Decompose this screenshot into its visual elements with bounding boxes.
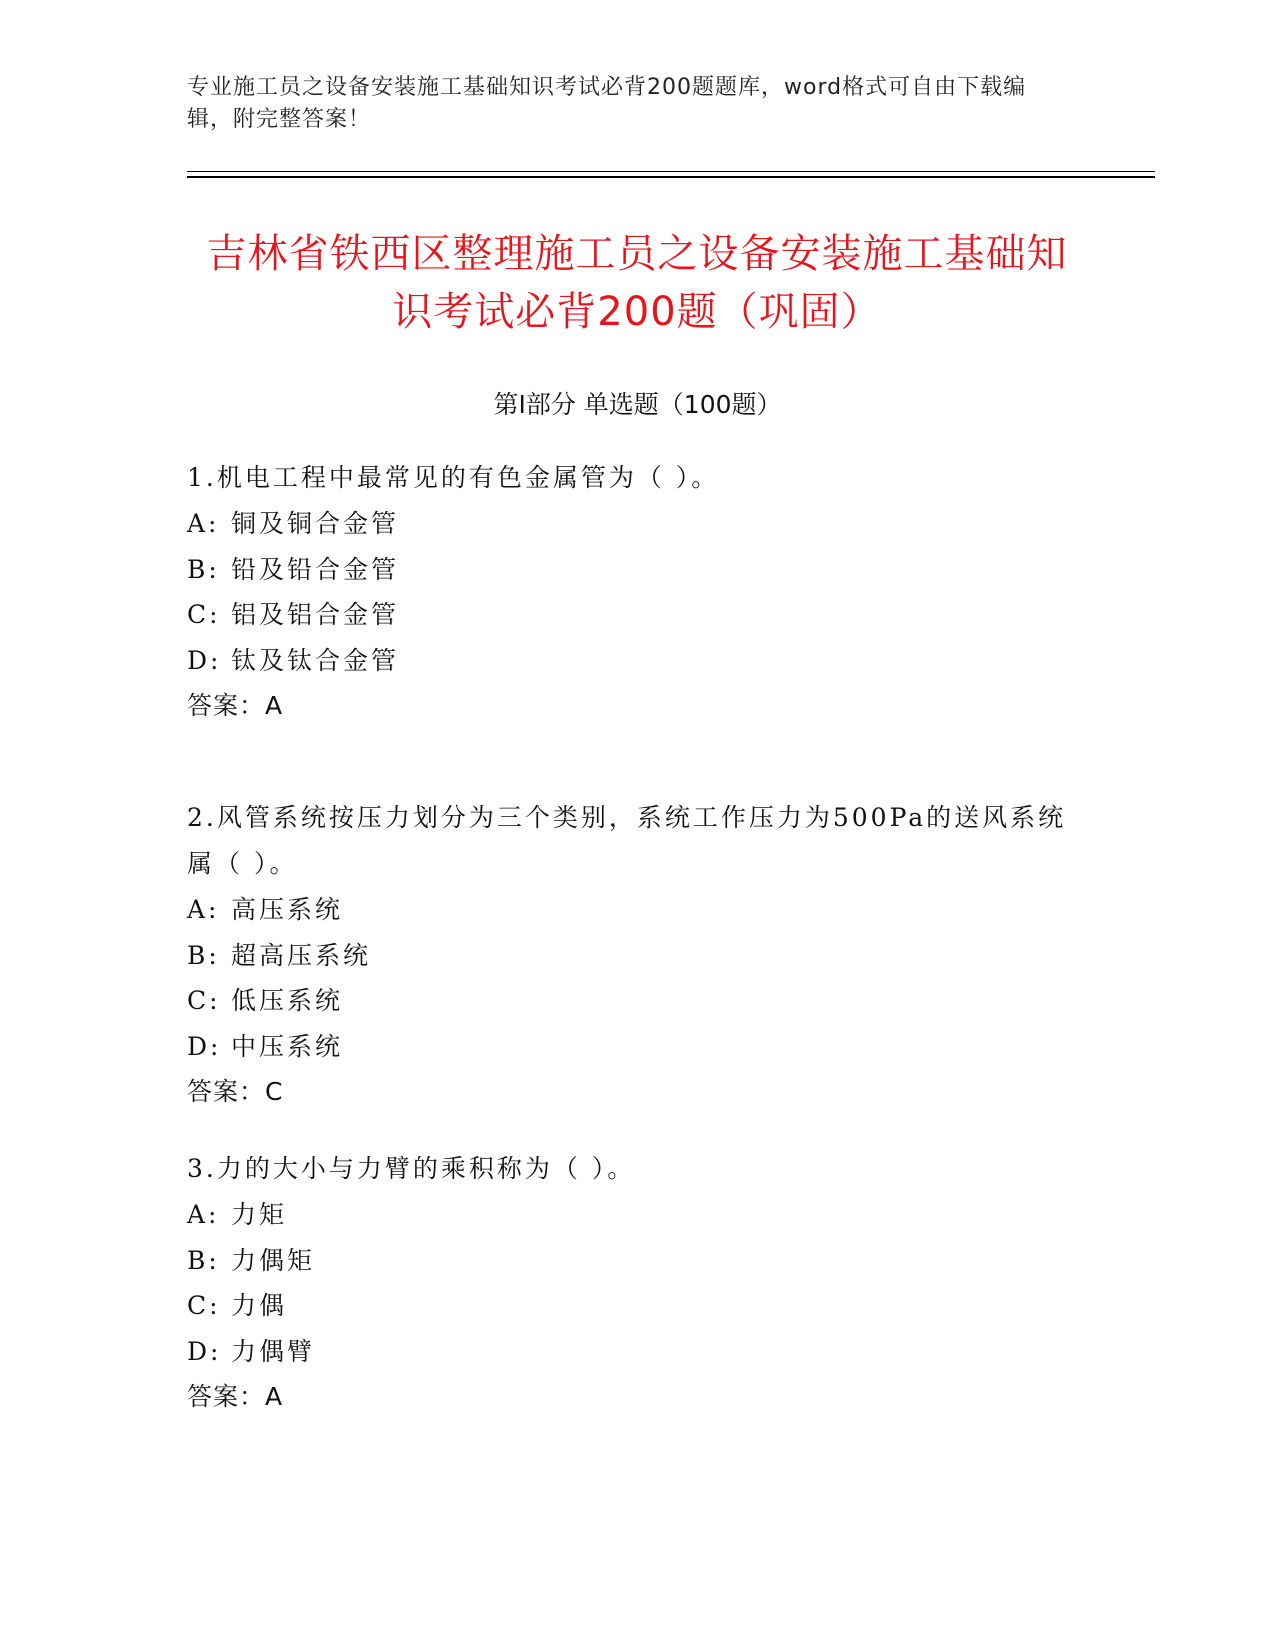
option-text: 力偶 [231, 1291, 288, 1320]
option-key: B: [187, 940, 220, 970]
option-key: A: [187, 1200, 220, 1229]
header-note: 专业施工员之设备安装施工基础知识考试必背200题题库，word格式可自由下载编辑，附完整答案！ [187, 75, 1027, 132]
option-b [187, 547, 1067, 593]
option-key: B: [187, 1245, 220, 1275]
option-c [187, 978, 1067, 1024]
option-text: 中压系统 [231, 1031, 344, 1061]
option-key: C: [187, 986, 221, 1015]
header-rule-thick [187, 176, 1155, 178]
option-a [187, 1192, 1067, 1238]
option-a [187, 887, 1067, 933]
option-c [187, 592, 1067, 638]
option-d [187, 638, 1067, 684]
answer-line: 答案：A [187, 1382, 284, 1411]
option-text: 钛及钛合金管 [231, 645, 400, 675]
question-1 [187, 455, 1067, 729]
option-text: 铝及铝合金管 [231, 600, 400, 629]
header-rule-thin [187, 171, 1155, 172]
option-text: 力矩 [231, 1200, 288, 1229]
question-stem: 1.机电工程中最常见的有色金属管为（ ）。 [187, 463, 720, 492]
option-d [187, 1024, 1067, 1070]
document-title: 吉林省铁西区整理施工员之设备安装施工基础知识考试必背200题（巩固） [206, 231, 1068, 335]
question-3 [187, 1146, 1067, 1420]
option-key: B: [187, 554, 220, 584]
option-a [187, 501, 1067, 547]
option-text: 力偶臂 [231, 1336, 316, 1366]
option-key: A: [187, 509, 220, 538]
answer-line: 答案：A [187, 691, 284, 720]
question-2 [187, 795, 1067, 1115]
option-text: 力偶矩 [231, 1245, 316, 1275]
option-key: D: [187, 1336, 222, 1366]
question-stem: 2.风管系统按压力划分为三个类别，系统工作压力为500Pa的送风系统属（ ）。 [187, 803, 1067, 878]
answer-line: 答案：C [187, 1077, 284, 1106]
option-b [187, 1238, 1067, 1284]
option-text: 铜及铜合金管 [231, 509, 400, 538]
option-text: 超高压系统 [231, 940, 372, 970]
option-b [187, 933, 1067, 979]
option-text: 高压系统 [231, 895, 344, 924]
option-key: D: [187, 645, 222, 675]
section-heading: 第I部分 单选题（100题） [493, 390, 782, 419]
option-text: 铅及铅合金管 [231, 554, 400, 584]
option-key: C: [187, 600, 221, 629]
option-d [187, 1329, 1067, 1375]
option-text: 低压系统 [231, 986, 344, 1015]
option-key: C: [187, 1291, 221, 1320]
option-key: A: [187, 895, 220, 924]
option-key: D: [187, 1031, 222, 1061]
option-c [187, 1283, 1067, 1329]
question-stem: 3.力的大小与力臂的乘积称为（ ）。 [187, 1154, 636, 1183]
